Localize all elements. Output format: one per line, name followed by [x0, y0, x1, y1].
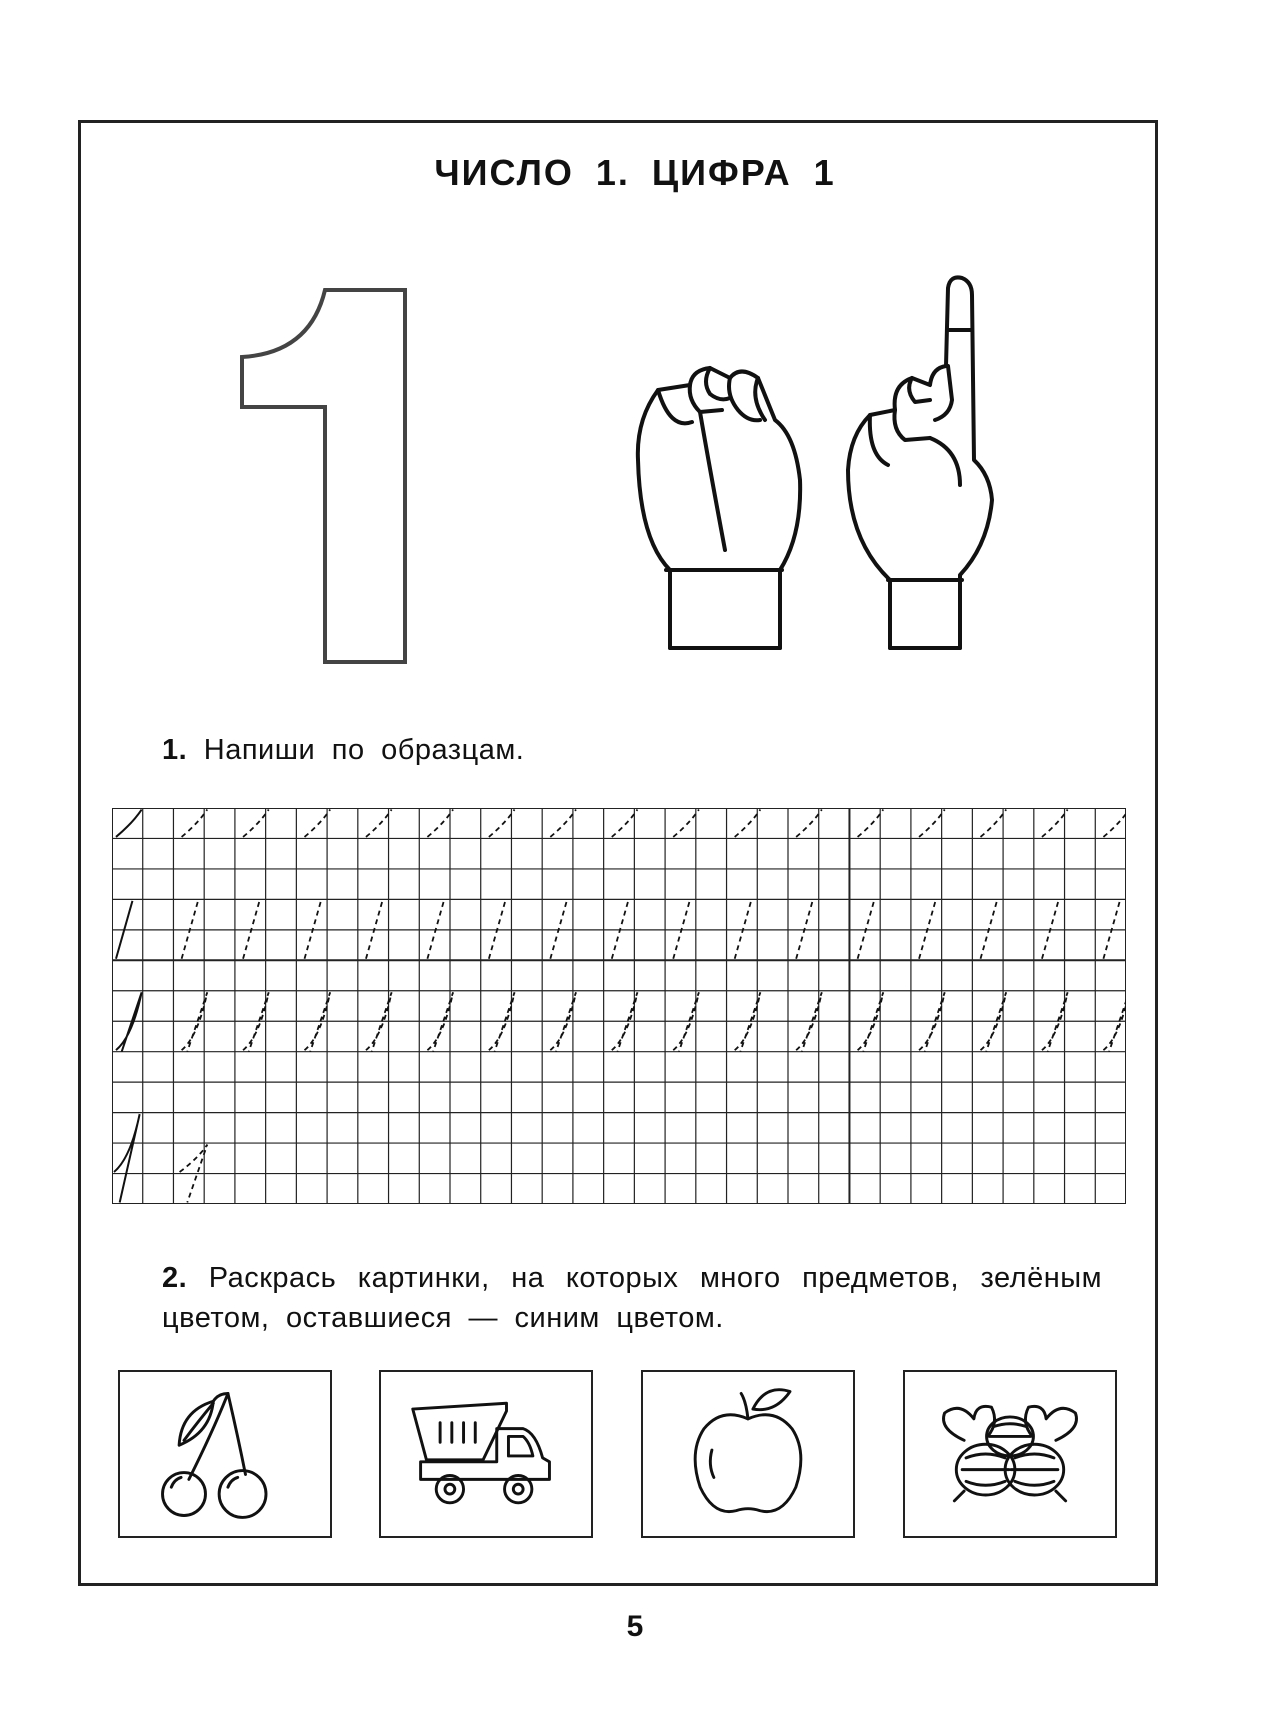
sample-digit-one	[366, 992, 392, 1051]
sample-digit-one	[550, 992, 576, 1051]
gooseberries-icon	[905, 1372, 1115, 1536]
sample-hook-stroke	[243, 810, 269, 837]
page-title: ЧИСЛО 1. ЦИФРА 1	[434, 152, 836, 193]
task-2-instruction	[162, 1258, 1102, 1338]
sample-hook-stroke	[489, 810, 515, 837]
sample-hook-stroke	[858, 810, 884, 837]
sample-hook-stroke	[919, 810, 945, 837]
sample-digit-one	[114, 1114, 140, 1202]
apple-icon	[643, 1372, 853, 1536]
sample-digit-one	[182, 992, 208, 1051]
sample-hook-stroke	[427, 810, 453, 837]
sample-digit-one	[1103, 992, 1126, 1051]
sample-hook-stroke	[735, 810, 761, 837]
picture-box-cherries[interactable]	[118, 1370, 332, 1538]
sample-hook-stroke	[366, 810, 392, 837]
sample-digit-one	[858, 992, 884, 1051]
picture-box-gooseberries[interactable]	[903, 1370, 1117, 1538]
sample-digit-one	[116, 992, 142, 1051]
dump-truck-icon	[381, 1372, 591, 1536]
sample-digit-one	[489, 992, 515, 1051]
cherries-icon	[120, 1372, 330, 1536]
task-1-instruction	[162, 730, 524, 770]
sample-hook-stroke	[796, 810, 822, 837]
sample-hook-stroke	[673, 810, 699, 837]
sample-digit-one	[735, 992, 761, 1051]
sample-hook-stroke	[981, 810, 1007, 837]
sample-digit-one	[612, 992, 638, 1051]
outline-digit-one-icon	[230, 285, 430, 675]
task-1-text: Напиши по образцам.	[203, 734, 525, 766]
sample-hook-stroke	[1042, 810, 1068, 837]
sample-hook-stroke	[305, 810, 331, 837]
copybook-grid	[112, 808, 1126, 1204]
task-1-number: 1.	[162, 734, 188, 766]
picture-box-apple[interactable]	[641, 1370, 855, 1538]
sample-digit-one	[305, 992, 331, 1051]
sample-hook-stroke	[550, 810, 576, 837]
sample-digit-one	[427, 992, 453, 1051]
sample-digit-one	[673, 992, 699, 1051]
page-number: 5	[626, 1610, 644, 1643]
sample-hook-stroke	[612, 810, 638, 837]
sample-hook-stroke	[182, 810, 208, 837]
sample-digit-one	[1042, 992, 1068, 1051]
sample-digit-one	[243, 992, 269, 1051]
task-2-text: Раскрась картинки, на которых много предметов, зелёным цветом, оставшиеся — синим цветом.	[162, 1262, 1103, 1334]
sample-digit-one	[796, 992, 822, 1051]
task-2-number: 2.	[162, 1262, 188, 1294]
sample-hook-stroke	[1103, 810, 1126, 837]
picture-box-truck[interactable]	[379, 1370, 593, 1538]
sample-digit-one	[919, 992, 945, 1051]
sample-digit-one	[981, 992, 1007, 1051]
counting-hands-icon	[630, 270, 1030, 670]
sample-hook-stroke	[116, 810, 142, 837]
